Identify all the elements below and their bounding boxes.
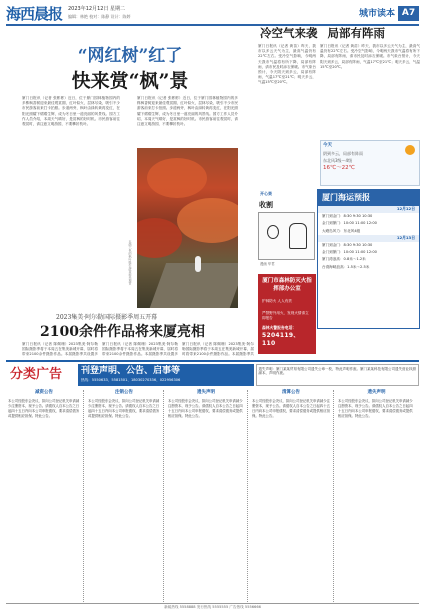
headline-line-1: “网红树”红了 [77, 46, 183, 66]
ferry-row: 台湾海峡浪高：1.5米～2.5米 [322, 264, 370, 269]
forecast-wind: 东北风3级～4级 [323, 157, 353, 163]
culture-body-cont: 厦门日报讯（记者 陈佩珊）2023集美·阿尔勒国际摄影季将于本周五在集美新城开幕，届时将带来2100余件摄影作品。本届摄影季共设置多 [102, 342, 178, 357]
comic-section-label: 开心果 [260, 191, 272, 196]
weather-headline-1: 冷空气来袭 [260, 26, 318, 40]
paper-logo: 海西晨报 [6, 5, 63, 23]
classified-banner [78, 364, 254, 386]
ad-column-title: 注销公告 [115, 390, 133, 395]
ferry-row: 厦门到金门：8:30 9:30 10:30 [322, 213, 373, 218]
lead-headline[interactable] [30, 46, 230, 94]
ad-slogan: 护林防火 人人有责 [262, 299, 292, 304]
ad-column-text: 本公司经股东会决议，拟向公司登记机关申请减少注册资本，现予公告。请债权人自本公告之日起四十五日内向本公司申报债权，要求清偿债务或提供相应担保。特此公告。 [8, 398, 80, 419]
ferry-row: 金门到厦门：10:00 11:00 12:00 [322, 221, 377, 226]
ad-hotline: 5204119、110 [262, 332, 300, 347]
culture-headline[interactable]: 2100余件作品将来厦亮相 [40, 324, 205, 340]
weather-body-cont: 厦门日报讯（记者 黄苗）昨天，我市以多云天气为主，最高气温仍有22℃左右。受冷空气影响，今明两天我市气温将有所下降，局部有阵雨，请市民及时添衣保暖。市气象台预计，今天阴天到多云，局部有阵雨，气温17℃至21℃；明天多云，气温15℃至20℃。 [320, 44, 420, 69]
ad-column [88, 390, 164, 602]
lead-body-cont: 厦门日报讯（记者 张彬彬）近日，位于厦门园林植物园内的多株枫香树迎来最佳观赏期，红叶似火，层林尽染，吸引不少市民游客前来打卡拍照。步道两旁，枫叶由绿转黄再变红，在阳光照耀下熠熠生辉，成为冬日里一道亮丽的风景线。园方工作人员介绍，本周天气晴好，是赏枫的好时机。市民游客前往观赏时，请注意文明游园，不要攀折枝叶。 [137, 96, 238, 127]
ad-column-title: 遗失声明 [367, 390, 386, 395]
ferry-row: 金门到厦门：10:00 11:00 12:00 [322, 250, 377, 255]
classified-band [6, 360, 419, 386]
forecast-day: 今天 [323, 143, 332, 148]
ferry-date-2: 12月13日 [318, 235, 419, 242]
classified-title: 分类广告 [10, 367, 63, 382]
comic-image [258, 212, 315, 260]
ad-text: 严禁野外用火，发现火情请立即报告 [262, 310, 309, 321]
editor-line: 编辑：林艳 校对：陈静 设计：陈婷 [68, 13, 131, 19]
comic-caption: 漫画 华君 [260, 262, 275, 266]
ad-column-text: 本公司经股东会决议，拟向公司登记机关申请减少注册资本，现予公告。请债权人自本公告之日起四十五日内向本公司申报债权，要求清偿债务或提供相应担保。特此公告。 [252, 398, 330, 419]
photo-caption: 五颜六色的枫叶吸引游客前来观赏 [128, 240, 132, 285]
weather-forecast-box [320, 140, 420, 186]
ferry-forecast [317, 189, 420, 329]
culture-subtitle: 2023集美·阿尔勒国际摄影季周五开幕 [56, 314, 158, 321]
weather-headline-2: 局部有阵雨 [327, 26, 386, 40]
page-number: A7 [398, 6, 419, 21]
ferry-row: 厦门到金门：8:30 9:30 10:30 [322, 242, 373, 247]
ad-column-title: 遗失声明 [197, 390, 215, 395]
headline-line-2: 快来赏“枫”景 [71, 70, 189, 93]
page-footer: 新闻热线 5558888 发行热线 5555555 广告热线 5556666 [6, 603, 419, 609]
issue-date: 2023年12月12日 星期二 [68, 6, 126, 12]
masthead [6, 4, 419, 26]
weather-body: 厦门日报讯（记者 黄苗）昨天，我市以多云天气为主，最高气温仍有22℃左右。受冷空气影响，今明两天我市气温将有所下降，局部有阵雨，请市民及时添衣保暖。市气象台预计，今天阴天到多云，局部有阵雨，气温17℃至21℃；明天多云，气温15℃至20℃。 [258, 44, 316, 85]
banner-title: 刊登声明、公告、启事等 [81, 366, 181, 376]
ad-title: 厦门市森林防灭火指挥部办公室 [262, 278, 312, 292]
ad-hotline-label: 森林火警报告电话： [262, 324, 297, 330]
ferry-row: 大嶝岛风力：东北风4级 [322, 228, 361, 233]
ad-column [252, 390, 334, 602]
lead-body: 厦门日报讯（记者 张彬彬）近日，位于厦门园林植物园内的多株枫香树迎来最佳观赏期，红叶似火，层林尽染，吸引不少市民游客前来打卡拍照。步道两旁，枫叶由绿转黄再变红，在阳光照耀下熠熠生辉，成为冬日里一道亮丽的风景线。园方工作人员介绍，本周天气晴好，是赏枫的好时机。市民游客前往观赏时，请注意文明游园，不要攀折枝叶。 [22, 96, 120, 127]
weather-headline[interactable] [260, 26, 385, 40]
masthead-meta [68, 6, 131, 20]
comic-title: 收割 [259, 201, 273, 209]
notice-box: 遗失声明：厦门某某贸易有限公司遗失公章一枚，特此声明作废。厦门某某科技有限公司遗失营业执照副本，声明作废。 [256, 364, 419, 386]
ad-column-text: 本公司经股东会决议，拟向公司登记机关申请减少注册资本，现予公告。请债权人自本公告之日起四十五日内向本公司申报债权，要求清偿债务或提供相应担保。特此公告。 [88, 398, 160, 419]
ad-column-text: 本公司经股东会决议，拟向公司登记机关申请减少注册资本，现予公告。请债权人自本公告之日起四十五日内向本公司申报债权，要求清偿债务或提供相应担保。特此公告。 [168, 398, 243, 419]
fire-prevention-ad [258, 274, 316, 354]
culture-body-cont-2: 厦门日报讯（记者 陈佩珊）2023集美·阿尔勒国际摄影季将于本周五在集美新城开幕，届时将带来2100余件摄影作品。本届摄影季共 [182, 342, 254, 357]
ad-column [338, 390, 418, 602]
ad-column-title: 减资公告 [35, 390, 53, 395]
ferry-date-1: 12月12日 [318, 206, 419, 213]
ad-column-title: 清算公告 [282, 390, 300, 395]
forecast-desc: 阴到多云，局部有阵雨 [323, 150, 363, 156]
ad-column [168, 390, 248, 602]
forecast-temp: 16℃～22℃ [323, 164, 355, 171]
culture-body: 厦门日报讯（记者 陈佩珊）2023集美·阿尔勒国际摄影季将于本周五在集美新城开幕，届时将带来2100余件摄影作品。本届摄影季共设置多 [22, 342, 98, 357]
ad-column-text: 本公司经股东会决议，拟向公司登记机关申请减少注册资本，现予公告。请债权人自本公告之日起四十五日内向本公司申报债权，要求清偿债务或提供相应担保。特此公告。 [338, 398, 413, 419]
ferry-row: 厦门湾浪高：0.8米～1.2米 [322, 257, 366, 262]
ad-column [8, 390, 84, 602]
maple-photo [137, 148, 238, 308]
banner-phone: 热线：5550633、5581501、18030270336、022956306 [81, 378, 181, 383]
sun-icon [405, 145, 415, 155]
ferry-title: 厦门海运预报 [318, 190, 419, 206]
section-title: 城市读本 [358, 9, 395, 19]
